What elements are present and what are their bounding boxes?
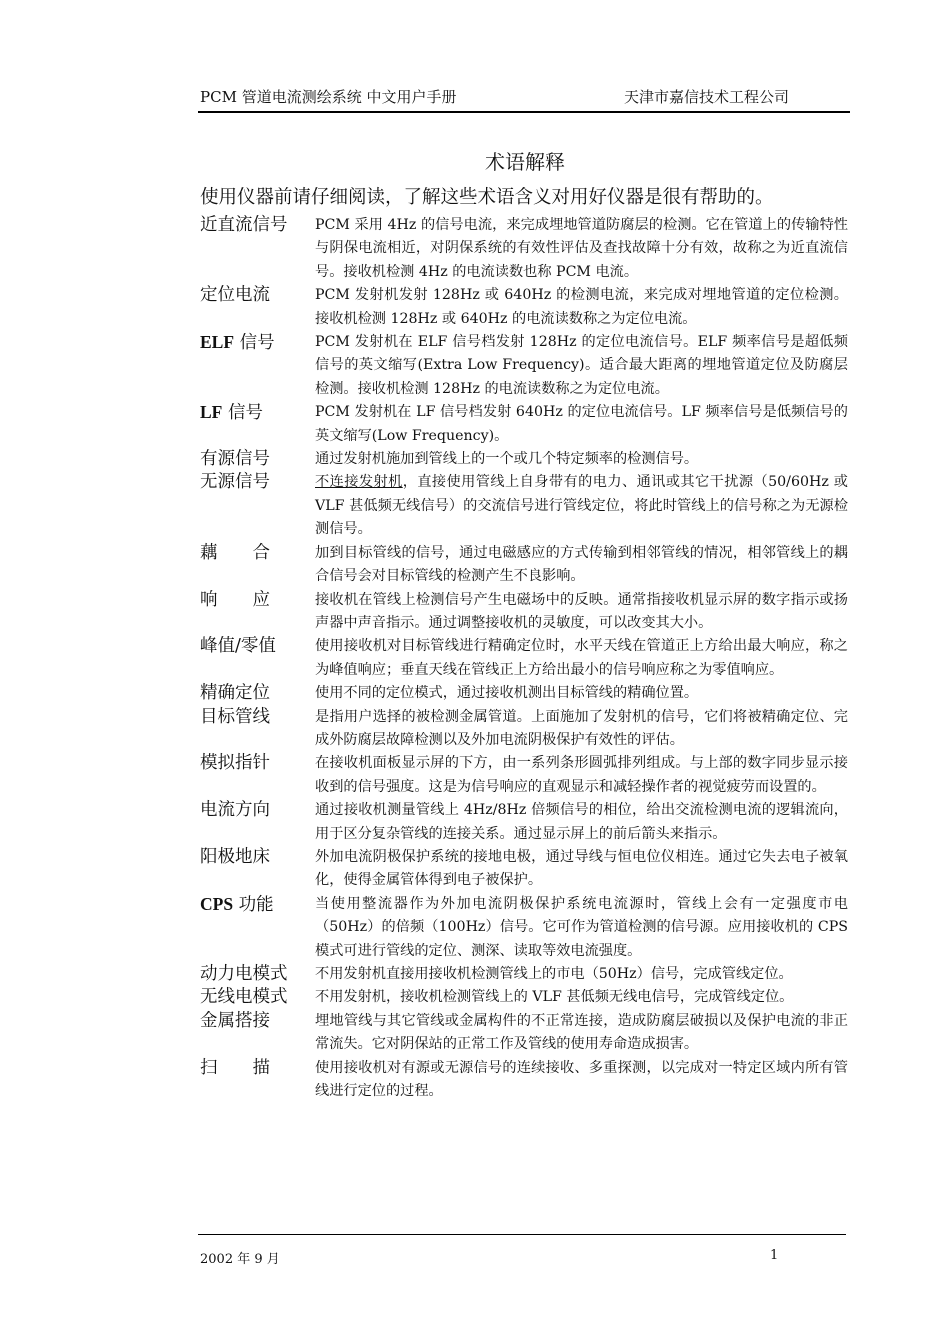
underlined-phrase: 不连接发射机 [315,474,403,491]
glossary-term: 阳极地床 [200,846,270,867]
glossary-definition: 当使用整流器作为外加电流阴极保护系统电流源时，管线上会有一定强度市电（50Hz）的倍频（100Hz）信号。它可作为管道检测的信号源。应用接收机的 CPS 模式可进行管线的定位、测深、读取等效电流强度。 [315,895,848,959]
footer-rule [198,1234,846,1235]
header-title: PCM 管道电流测绘系统 中文用户手册 [200,88,457,106]
glossary-term: 电流方向 [200,800,270,821]
glossary-term [200,401,263,425]
glossary-definition: PCM 采用 4Hz 的信号电流，来完成埋地管道防腐层的检测。它在管道上的传输特性与阴保电流相近，对阴保系统的有效性评估及查找故障十分有效，故称之为近直流信号。接收机检测 4Hz 的电流读数也称 PCM 电流。 [315,217,848,280]
glossary-term: 精确定位 [200,683,270,704]
glossary-entry [200,401,850,448]
glossary-definition: 在接收机面板显示屏的下方，由一系列条形圆弧排列组成。与上部的数字同步显示接收到的信号强度。这是为信号响应的直观显示和减轻操作者的视觉疲劳而设置的。 [315,755,848,795]
glossary-entry [200,986,850,1009]
glossary-entry [200,799,850,846]
glossary-term-abbr: LF [200,402,223,423]
glossary-entry [200,284,850,331]
glossary-entry [200,589,850,636]
glossary-entry [200,682,850,705]
glossary-term-suffix: 功能 [233,894,274,915]
header-rule [198,111,850,113]
glossary-definition: 通过发射机施加到管线上的一个或几个特定频率的检测信号。 [315,451,699,468]
header-company: 天津市嘉信技术工程公司 [624,88,790,106]
glossary-definition: PCM 发射机在 ELF 信号档发射 128Hz 的定位电流信号。ELF 频率信号是超低频信号的英文缩写(Extra Low Frequency)。适合最大距离的埋地管道定位及防腐层检测。接收机检测 128Hz 的电流读数称之为定位电流。 [315,334,848,397]
glossary-term: 模拟指针 [200,753,270,774]
glossary-entry [200,1010,850,1057]
glossary-term-abbr: ELF [200,332,235,353]
glossary-definition: 使用接收机对有源或无源信号的连续接收、多重探测，以完成对一特定区域内所有管线进行定位的过程。 [315,1059,848,1100]
glossary-term: 扫 描 [200,1057,270,1078]
glossary-definition: 外加电流阴极保护系统的接地电极，通过导线与恒电位仪相连。通过它失去电子被氧化，使得金属管体得到电子被保护。 [315,848,848,889]
page-number: 1 [770,1248,779,1263]
intro-text: 使用仪器前请仔细阅读，了解这些术语含义对用好仪器是很有帮助的。 [200,187,774,208]
glossary-term: 有源信号 [200,449,270,470]
glossary-definition [315,471,848,541]
glossary-term: 无源信号 [200,472,270,493]
glossary-list [200,214,850,1103]
glossary-entry [200,214,850,284]
glossary-term: 无线电模式 [200,987,288,1008]
definition-text: ，直接使用管线上自身带有的电力、通讯或其它干扰源（50/60Hz 或 VLF 甚低频无线信号）的交流信号进行管线定位，将此时管线上的信号称之为无源检测信号。 [315,474,848,538]
glossary-entry [200,706,850,753]
glossary-term-suffix: 信号 [234,333,275,354]
glossary-entry [200,448,850,471]
glossary-entry [200,471,850,541]
glossary-term: 动力电模式 [200,964,288,984]
glossary-definition: 不用发射机直接用接收机检测管线上的市电（50Hz）信号，完成管线定位。 [315,966,793,982]
page-header [200,86,850,112]
glossary-term: 目标管线 [200,706,270,727]
glossary-entry [200,963,850,986]
glossary-term: 藕 合 [200,542,270,563]
glossary-entry [200,1057,850,1104]
glossary-definition: PCM 发射机在 LF 信号档发射 640Hz 的定位电流信号。LF 频率信号是低频信号的英文缩写(Low Frequency)。 [315,404,848,444]
glossary-definition: 使用不同的定位模式，通过接收机测出目标管线的精确位置。 [315,685,699,702]
glossary-definition: 加到目标管线的信号，通过电磁感应的方式传输到相邻管线的情况，相邻管线上的耦合信号会对目标管线的检测产生不良影响。 [315,544,848,585]
glossary-entry [200,542,850,589]
glossary-definition: 通过接收机测量管线上 4Hz/8Hz 倍频信号的相位，给出交流检测电流的逻辑流向，用于区分复杂管线的连接关系。通过显示屏上的前后箭头来指示。 [315,802,848,842]
glossary-definition: 使用接收机对目标管线进行精确定位时，水平天线在管道正上方给出最大响应，称之为峰值响应；垂直天线在管线正上方给出最小的信号响应称之为零值响应。 [315,638,848,678]
page-title: 术语解释 [485,150,565,174]
glossary-definition: 是指用户选择的被检测金属管道。上面施加了发射机的信号，它们将被精确定位、完成外防腐层故障检测以及外加电流阴极保护有效性的评估。 [315,708,848,748]
glossary-term-suffix: 信号 [222,403,263,424]
glossary-term-abbr: CPS [200,893,234,914]
glossary-definition: 接收机在管线上检测信号产生电磁场中的反映。通常指接收机显示屏的数字指示或扬声器中声音指示。通过调整接收机的灵敏度，可以改变其大小。 [315,591,848,631]
glossary-entry [200,635,850,682]
glossary-definition: 不用发射机，接收机检测管线上的 VLF 甚低频无线电信号，完成管线定位。 [315,989,794,1006]
glossary-definition: PCM 发射机发射 128Hz 或 640Hz 的检测电流，来完成对埋地管道的定位检测。接收机检测 128Hz 或 640Hz 的电流读数称之为定位电流。 [315,287,848,327]
glossary-entry [200,846,850,893]
glossary-term: 响 应 [200,589,270,610]
glossary-term: 定位电流 [200,285,270,306]
glossary-entry [200,752,850,799]
glossary-term [200,331,275,355]
glossary-term: 近直流信号 [200,215,288,235]
glossary-term [200,893,274,917]
glossary-entry [200,893,850,963]
glossary-entry [200,331,850,401]
glossary-definition: 埋地管线与其它管线或金属构件的不正常连接，造成防腐层破损以及保护电流的非正常流失。它对阴保站的正常工作及管线的使用寿命造成损害。 [315,1012,848,1053]
glossary-term: 峰值/零值 [200,636,276,657]
footer-date: 2002 年 9 月 [200,1252,280,1267]
glossary-term: 金属搭接 [200,1010,270,1031]
